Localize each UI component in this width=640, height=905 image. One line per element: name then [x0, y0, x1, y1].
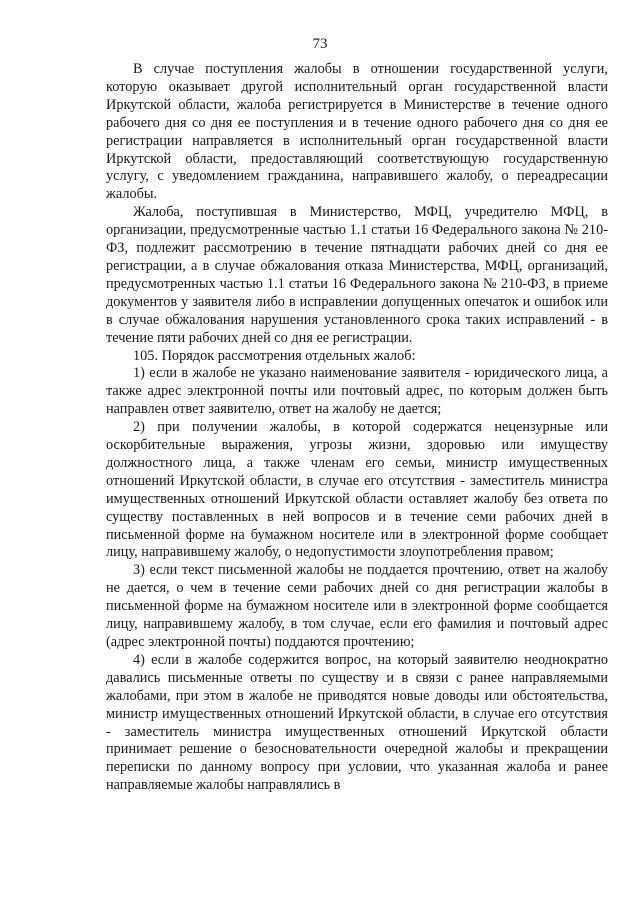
paragraph-redirect-complaint: В случае поступления жалобы в отношении государственной услуги, которую оказывает другой исполнительный орган государственной власти Иркутской области, жалоба регистрируется в Министерстве в течение одного рабочего дня со дня ее поступления и в течение одного рабочего дня со дня ее регистрации направляется в исполнительный орган государственной власти Иркутской области, предоставляющий соответствующую государственную услугу, с уведомлением гражданина, направившего жалобу, о переадресации жалобы.	[106, 61, 608, 203]
paragraph-section-105-heading: 105. Порядок рассмотрения отдельных жалоб:	[133, 347, 416, 364]
document-body	[106, 61, 608, 795]
paragraph-review-deadline: Жалоба, поступившая в Министерство, МФЦ, учредителю МФЦ, в организации, предусмотренные частью 1.1 статьи 16 Федерального закона № 210-ФЗ, подлежит рассмотрению в течение пятнадцати рабочих дней со дня ее регистрации, а в случае обжалования отказа Министерства, МФЦ, организаций, предусмотренных частью 1.1 статьи 16 Федерального закона № 210-ФЗ, в приеме документов у заявителя либо в исправлении допущенных опечаток и ошибок или в случае обжалования нарушения установленного срока таких исправлений - в течение пяти рабочих дней со дня ее регистрации.	[106, 204, 608, 346]
paragraph-item-1: 1) если в жалобе не указано наименование заявителя - юридического лица, а также адрес электронной почты или почтовый адрес, по которым должен быть направлен ответ заявителю, ответ на жалобу не дается;	[106, 365, 608, 418]
paragraph-item-4: 4) если в жалобе содержится вопрос, на который заявителю неоднократно давались письменные ответы по существу и в связи с ранее направляемыми жалобами, при этом в жалобе не приводятся новые доводы или обстоятельства, министр имущественных отношений Иркутской области, в случае его отсутствия - заместитель министра имущественных отношений Иркутской области принимает решение о безосновательности очередной жалобы и прекращении переписки по данному вопросу при условии, что указанная жалоба и ранее направляемые жалобы направлялись в	[106, 651, 608, 794]
page-number: 73	[312, 36, 328, 52]
paragraph-item-2: 2) при получении жалобы, в которой содержатся нецензурные или оскорбительные выражения, угрозы жизни, здоровью или имуществу должностного лица, а также членам его семьи, министр имущественных отношений Иркутской области, в случае его отсутствия - заместитель министра имущественных отношений Иркутской области оставляет жалобу без ответа по существу поставленных в ней вопросов и в течение семи рабочих дней в письменной форме на бумажном носителе или в электронной форме сообщает лицу, направившему жалобу, о недопустимости злоупотребления правом;	[106, 419, 608, 561]
paragraph-item-3: 3) если текст письменной жалобы не поддается прочтению, ответ на жалобу не дается, о чем в течение семи рабочих дней со дня регистрации жалобы в письменной форме на бумажном носителе или в электронной форме сообщается лицу, направившему жалобу, в том случае, если его фамилия и почтовый адрес (адрес электронной почты) поддаются прочтению;	[106, 562, 608, 650]
